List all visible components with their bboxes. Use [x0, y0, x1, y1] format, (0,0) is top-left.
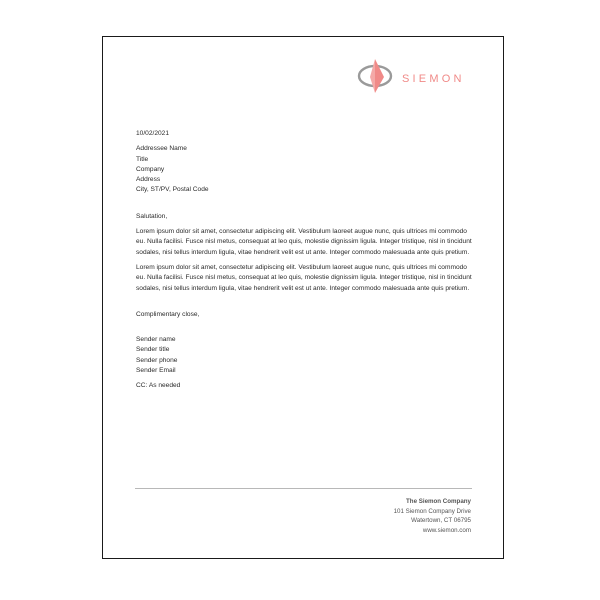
siemon-logo — [355, 57, 475, 97]
addressee-name: Addressee Name — [136, 145, 187, 153]
logo-wordmark: SIEMON — [402, 73, 465, 85]
cc-line: CC: As needed — [136, 382, 181, 390]
footer-street: 101 Siemon Company Drive — [393, 507, 471, 515]
footer-divider — [135, 488, 472, 489]
body-paragraph: Lorem ipsum dolor sit amet, consectetur adipiscing elit. Vestibulum laoreet augue nunc, quis ultrices mi commodo eu. Nulla facilisi. Fusce nisl metus, consequat at leo quis, molestie dignissim ligula. Integer tristique, nisl in tincidunt sodales, nisi tellus interdum ligula, vitae hendrerit velit est ut ante. Integer commodo malesuada ante quis pretium. — [136, 228, 472, 256]
letter-date: 10/02/2021 — [136, 130, 170, 137]
addressee-block — [136, 144, 476, 195]
sender-title: Sender title — [136, 346, 170, 354]
footer-company: The Siemon Company — [406, 498, 471, 505]
letterhead-page — [102, 36, 504, 559]
body-paragraph: Lorem ipsum dolor sit amet, consectetur adipiscing elit. Vestibulum laoreet augue nunc, quis ultrices mi commodo eu. Nulla facilisi. Fusce nisl metus, consequat at leo quis, molestie dignissim ligula. Integer tristique, nisl in tincidunt sodales, nisi tellus interdum ligula, vitae hendrerit velit est ut ante. Integer commodo malesuada ante quis pretium. — [136, 263, 472, 292]
sender-name: Sender name — [136, 336, 176, 344]
sender-block — [136, 335, 476, 376]
footer-website: www.siemon.com — [422, 526, 471, 534]
addressee-title: Title — [136, 155, 149, 163]
letter-body — [136, 129, 476, 392]
salutation: Salutation, — [136, 212, 168, 220]
footer-address — [394, 497, 471, 535]
sender-phone: Sender phone — [136, 356, 178, 364]
footer-city: Watertown, CT 06795 — [411, 517, 471, 525]
addressee-city: City, ST/PV, Postal Code — [136, 186, 209, 194]
complimentary-close: Complimentary close, — [136, 310, 200, 318]
addressee-address: Address — [136, 176, 161, 184]
sender-email: Sender Email — [136, 367, 176, 375]
addressee-company: Company — [136, 165, 165, 173]
